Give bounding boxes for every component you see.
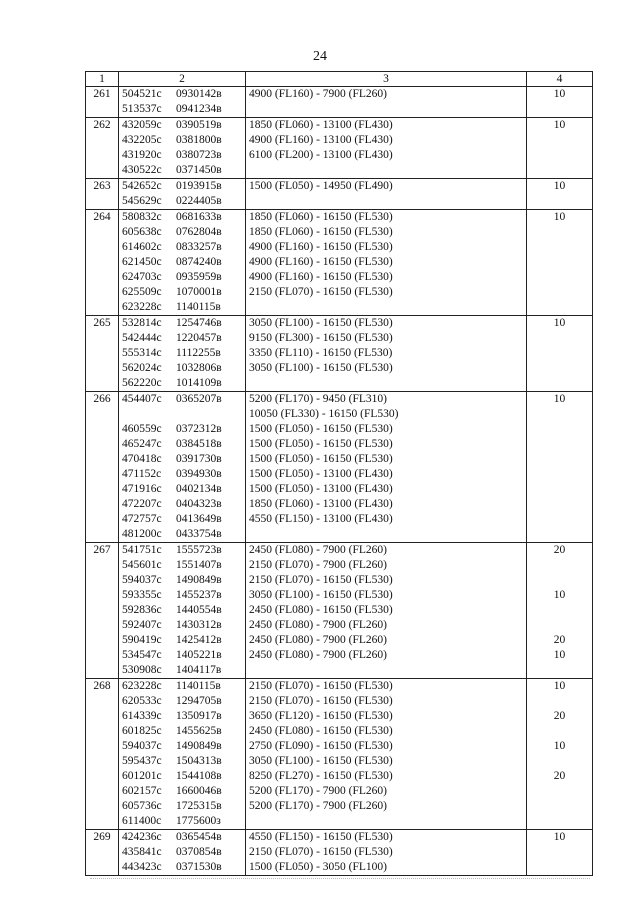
row-number: 261: [86, 87, 119, 118]
longitude: 0365454в: [176, 831, 222, 843]
altitude-range: 2150 (FL070) - 16150 (FL530): [249, 846, 393, 858]
longitude: 0433754в: [176, 528, 222, 540]
altitude-range: 9150 (FL300) - 16150 (FL530): [249, 332, 393, 344]
altitude-range: 6100 (FL200) - 13100 (FL430): [249, 149, 393, 161]
value: 10: [553, 211, 566, 223]
latitude: 601201c: [122, 770, 162, 782]
table-row: [86, 392, 593, 543]
altitude-range-cell: [246, 543, 527, 679]
coordinate-line: [122, 437, 242, 452]
coordinate-line: [122, 784, 242, 799]
value: [530, 618, 589, 633]
coordinate-line: [122, 739, 242, 754]
latitude: 513537c: [122, 103, 162, 115]
longitude: 1140115в: [176, 680, 221, 692]
longitude: 1430312в: [176, 619, 222, 631]
longitude: 1032806в: [176, 362, 222, 374]
value-cell: [527, 679, 593, 830]
latitude: 594037c: [122, 574, 162, 586]
longitude: 0384518в: [176, 438, 222, 450]
latitude: 601825c: [122, 725, 162, 737]
value-cell: [527, 179, 593, 210]
coordinate-line: [122, 300, 242, 315]
value-cell: [527, 316, 593, 392]
coordinate-line: [122, 102, 242, 117]
longitude: 1350917в: [176, 710, 222, 722]
altitude-range: 2450 (FL080) - 16150 (FL530): [249, 604, 393, 616]
coordinate-line: [122, 179, 242, 194]
longitude: 1220457в: [176, 332, 222, 344]
longitude: 0193915в: [176, 180, 222, 192]
longitude: 0370854в: [176, 846, 222, 858]
row-number: 264: [86, 210, 119, 316]
longitude: 1555723в: [176, 544, 222, 556]
value: 20: [553, 770, 566, 782]
coordinate-line: [122, 255, 242, 270]
altitude-range: 2450 (FL080) - 7900 (FL260): [249, 544, 387, 556]
latitude: 602157c: [122, 785, 162, 797]
longitude: 1775600з: [176, 815, 221, 827]
table-row: [86, 179, 593, 210]
longitude: 0391730в: [176, 453, 222, 465]
altitude-range: 4900 (FL160) - 7900 (FL260): [249, 88, 387, 100]
longitude: 0404323в: [176, 498, 222, 510]
latitude: 424236c: [122, 831, 162, 843]
row-number: 269: [86, 830, 119, 876]
coordinates-cell: [119, 179, 246, 210]
latitude: 472207c: [122, 498, 162, 510]
altitude-range: 3050 (FL100) - 16150 (FL530): [249, 317, 393, 329]
altitude-range-cell: [246, 830, 527, 876]
table-row: [86, 543, 593, 679]
row-number: 267: [86, 543, 119, 679]
latitude: 534547c: [122, 649, 162, 661]
coordinate-line: [122, 679, 242, 694]
longitude: 1425412в: [176, 634, 222, 646]
longitude: 1455625в: [176, 725, 222, 737]
longitude: 1405221в: [176, 649, 222, 661]
longitude: 0930142в: [176, 88, 222, 100]
latitude: 472757c: [122, 513, 162, 525]
latitude: 545601c: [122, 559, 162, 571]
value-cell: [527, 118, 593, 179]
coordinate-line: [122, 376, 242, 391]
coordinate-line: [122, 285, 242, 300]
latitude: 592836c: [122, 604, 162, 616]
row-number: 262: [86, 118, 119, 179]
altitude-range: 1500 (FL050) - 13100 (FL430): [249, 483, 393, 495]
coordinate-line: [122, 663, 242, 678]
value-cell: [527, 210, 593, 316]
coordinate-line: [122, 482, 242, 497]
latitude: 621450c: [122, 256, 162, 268]
latitude: 592407c: [122, 619, 162, 631]
altitude-range: 10050 (FL330) - 16150 (FL530): [249, 408, 399, 420]
longitude: 1490849в: [176, 574, 222, 586]
coordinates-cell: [119, 118, 246, 179]
value: [530, 754, 589, 769]
coordinate-line: [122, 814, 242, 829]
coordinates-cell: [119, 679, 246, 830]
coordinate-line: [122, 603, 242, 618]
longitude: 0935959в: [176, 271, 222, 283]
longitude: 0874240в: [176, 256, 222, 268]
longitude: 1440554в: [176, 604, 222, 616]
coordinate-line: [122, 422, 242, 437]
latitude: 471916c: [122, 483, 162, 495]
value: 10: [553, 119, 566, 131]
latitude: 595437c: [122, 755, 162, 767]
header-col-2: 2: [119, 72, 246, 87]
latitude: 454407c: [122, 393, 162, 405]
table-row: [86, 118, 593, 179]
header-col-4: 4: [527, 72, 593, 87]
coordinate-line: [122, 331, 242, 346]
coordinates-cell: [119, 392, 246, 543]
latitude: 620533c: [122, 695, 162, 707]
latitude: 625509c: [122, 286, 162, 298]
altitude-range: 2450 (FL080) - 7900 (FL260): [249, 649, 387, 661]
altitude-range: 4900 (FL160) - 16150 (FL530): [249, 241, 393, 253]
value: [530, 558, 589, 573]
latitude: 435841c: [122, 846, 162, 858]
longitude: 1404117в: [176, 664, 222, 676]
scan-edge-line: [90, 878, 590, 880]
coordinate-line: [122, 452, 242, 467]
longitude: 0381800в: [176, 134, 222, 146]
altitude-range: 1500 (FL050) - 13100 (FL430): [249, 468, 393, 480]
value: 10: [553, 589, 566, 601]
latitude: 460559c: [122, 423, 162, 435]
latitude: 593355c: [122, 589, 162, 601]
value: 10: [553, 180, 566, 192]
coordinate-line: [122, 225, 242, 240]
table-row: [86, 210, 593, 316]
value: [530, 603, 589, 618]
latitude: 545629c: [122, 195, 162, 207]
longitude: 0402134в: [176, 483, 222, 495]
altitude-range: 3350 (FL110) - 16150 (FL530): [249, 347, 393, 359]
latitude: 431920c: [122, 149, 162, 161]
row-number: 268: [86, 679, 119, 830]
value-cell: [527, 392, 593, 543]
altitude-range: 2150 (FL070) - 7900 (FL260): [249, 559, 387, 571]
latitude: 443423c: [122, 861, 162, 873]
longitude: 0413649в: [176, 513, 222, 525]
altitude-range: 2450 (FL080) - 16150 (FL530): [249, 725, 393, 737]
altitude-range: 2150 (FL070) - 16150 (FL530): [249, 695, 393, 707]
coordinate-line: [122, 240, 242, 255]
latitude: 611400c: [122, 815, 162, 827]
header-col-1: 1: [86, 72, 119, 87]
longitude: 1455237в: [176, 589, 222, 601]
coordinate-line: [122, 588, 242, 603]
coordinate-line: [122, 724, 242, 739]
altitude-range: 5200 (FL170) - 7900 (FL260): [249, 785, 387, 797]
table-header: [86, 72, 593, 87]
value: 10: [553, 831, 566, 843]
latitude: 623228c: [122, 301, 162, 313]
row-number: 266: [86, 392, 119, 543]
coordinate-line: [122, 694, 242, 709]
altitude-range: 1850 (FL060) - 13100 (FL430): [249, 498, 393, 510]
table-body: [86, 87, 593, 876]
latitude: 590419c: [122, 634, 162, 646]
longitude: 0762804в: [176, 226, 222, 238]
header-row: [86, 72, 593, 87]
latitude: 481200c: [122, 528, 162, 540]
altitude-range: 2450 (FL080) - 7900 (FL260): [249, 634, 387, 646]
coordinate-line: [122, 633, 242, 648]
value-cell: [527, 830, 593, 876]
coordinate-line: [122, 830, 242, 845]
coordinate-line: [122, 194, 242, 209]
altitude-range: 4900 (FL160) - 13100 (FL430): [249, 134, 393, 146]
coordinates-cell: [119, 87, 246, 118]
coordinates-cell: [119, 316, 246, 392]
coordinate-line: [122, 87, 242, 102]
coordinate-line: [122, 133, 242, 148]
value: 20: [553, 634, 566, 646]
altitude-range: 2150 (FL070) - 16150 (FL530): [249, 680, 393, 692]
altitude-range: 4900 (FL160) - 16150 (FL530): [249, 256, 393, 268]
coordinate-line: [122, 361, 242, 376]
latitude: 555314c: [122, 347, 162, 359]
latitude: 562024c: [122, 362, 162, 374]
page-number: 24: [313, 49, 327, 64]
longitude: 1551407в: [176, 559, 222, 571]
coordinate-line: [122, 618, 242, 633]
altitude-range-cell: [246, 392, 527, 543]
latitude: 614602c: [122, 241, 162, 253]
coordinate-line: [122, 754, 242, 769]
altitude-range-cell: [246, 118, 527, 179]
latitude: 471152c: [122, 468, 162, 480]
latitude: 542652c: [122, 180, 162, 192]
longitude: 0390519в: [176, 119, 222, 131]
row-number: 265: [86, 316, 119, 392]
latitude: 562220c: [122, 377, 162, 389]
altitude-range-cell: [246, 316, 527, 392]
latitude: 541751c: [122, 544, 162, 556]
coordinates-cell: [119, 830, 246, 876]
latitude: 605638c: [122, 226, 162, 238]
altitude-range-cell: [246, 179, 527, 210]
coordinates-cell: [119, 543, 246, 679]
altitude-range: 1500 (FL050) - 16150 (FL530): [249, 423, 393, 435]
altitude-range: 5200 (FL170) - 7900 (FL260): [249, 800, 387, 812]
longitude: 0833257в: [176, 241, 222, 253]
value-cell: [527, 543, 593, 679]
longitude: 1725315в: [176, 800, 222, 812]
table-row: [86, 830, 593, 876]
longitude: 1544108в: [176, 770, 222, 782]
coordinate-line: [122, 467, 242, 482]
latitude: 605736c: [122, 800, 162, 812]
coordinate-line: [122, 407, 242, 422]
longitude: 1140115в: [176, 301, 221, 313]
coordinate-line: [122, 270, 242, 285]
latitude: 580832c: [122, 211, 162, 223]
altitude-range: 1500 (FL050) - 16150 (FL530): [249, 453, 393, 465]
latitude: 430522c: [122, 164, 162, 176]
altitude-range: 1500 (FL050) - 16150 (FL530): [249, 438, 393, 450]
coordinate-line: [122, 163, 242, 178]
longitude: 0941234в: [176, 103, 222, 115]
altitude-range: 2750 (FL090) - 16150 (FL530): [249, 740, 393, 752]
longitude: 0371450в: [176, 164, 222, 176]
longitude: 0394930в: [176, 468, 222, 480]
coordinate-line: [122, 799, 242, 814]
value-cell: [527, 87, 593, 118]
longitude: 1490849в: [176, 740, 222, 752]
altitude-range: 2450 (FL080) - 7900 (FL260): [249, 619, 387, 631]
value: [530, 573, 589, 588]
table-row: [86, 316, 593, 392]
row-number: 263: [86, 179, 119, 210]
coordinate-line: [122, 573, 242, 588]
longitude: 1504313в: [176, 755, 222, 767]
value: [530, 694, 589, 709]
airway-table: [85, 71, 593, 876]
altitude-range-cell: [246, 87, 527, 118]
latitude: 465247c: [122, 438, 162, 450]
altitude-range: 1850 (FL060) - 16150 (FL530): [249, 211, 393, 223]
latitude: 530908c: [122, 664, 162, 676]
longitude: 0224405в: [176, 195, 222, 207]
altitude-range: 4550 (FL150) - 13100 (FL430): [249, 513, 393, 525]
coordinate-line: [122, 392, 242, 407]
coordinate-line: [122, 845, 242, 860]
coordinates-cell: [119, 210, 246, 316]
coordinate-line: [122, 148, 242, 163]
altitude-range: 8250 (FL270) - 16150 (FL530): [249, 770, 393, 782]
altitude-range: 2150 (FL070) - 16150 (FL530): [249, 286, 393, 298]
value: 20: [553, 710, 566, 722]
latitude: 542444c: [122, 332, 162, 344]
altitude-range: 3050 (FL100) - 16150 (FL530): [249, 362, 393, 374]
altitude-range: 2150 (FL070) - 16150 (FL530): [249, 574, 393, 586]
latitude: 532814c: [122, 317, 162, 329]
latitude: 624703c: [122, 271, 162, 283]
longitude: 0371530в: [176, 861, 222, 873]
altitude-range: 5200 (FL170) - 9450 (FL310): [249, 393, 387, 405]
value: [530, 724, 589, 739]
coordinate-line: [122, 527, 242, 542]
longitude: 1660046в: [176, 785, 222, 797]
coordinate-line: [122, 648, 242, 663]
header-col-3: 3: [246, 72, 527, 87]
table-row: [86, 679, 593, 830]
coordinate-line: [122, 316, 242, 331]
value: 10: [553, 649, 566, 661]
coordinate-line: [122, 769, 242, 784]
altitude-range-cell: [246, 210, 527, 316]
longitude: 1112255в: [176, 347, 221, 359]
altitude-range: 1500 (FL050) - 14950 (FL490): [249, 180, 393, 192]
altitude-range: 3050 (FL100) - 16150 (FL530): [249, 755, 393, 767]
latitude: 504521c: [122, 88, 162, 100]
table-row: [86, 87, 593, 118]
latitude: 470418c: [122, 453, 162, 465]
coordinate-line: [122, 497, 242, 512]
coordinate-line: [122, 558, 242, 573]
coordinate-line: [122, 709, 242, 724]
value: 10: [553, 393, 566, 405]
longitude: 0681633в: [176, 211, 222, 223]
altitude-range-cell: [246, 679, 527, 830]
longitude: 0372312в: [176, 423, 222, 435]
value: 10: [553, 740, 566, 752]
altitude-range: 3050 (FL100) - 16150 (FL530): [249, 589, 393, 601]
coordinate-line: [122, 118, 242, 133]
longitude: 1014109в: [176, 377, 222, 389]
longitude: 0365207в: [176, 393, 222, 405]
value: 10: [553, 88, 566, 100]
altitude-range: 1850 (FL060) - 13100 (FL430): [249, 119, 393, 131]
value: 10: [553, 680, 566, 692]
altitude-range: 4550 (FL150) - 16150 (FL530): [249, 831, 393, 843]
latitude: 614339c: [122, 710, 162, 722]
latitude: 623228c: [122, 680, 162, 692]
coordinate-line: [122, 512, 242, 527]
latitude: 432059c: [122, 119, 162, 131]
longitude: 1294705в: [176, 695, 222, 707]
altitude-range: 3650 (FL120) - 16150 (FL530): [249, 710, 393, 722]
coordinate-line: [122, 543, 242, 558]
altitude-range: 1500 (FL050) - 3050 (FL100): [249, 861, 387, 873]
latitude: 594037c: [122, 740, 162, 752]
coordinate-line: [122, 210, 242, 225]
longitude: 1070001в: [176, 286, 222, 298]
coordinate-line: [122, 860, 242, 875]
coordinate-line: [122, 346, 242, 361]
latitude: 432205c: [122, 134, 162, 146]
altitude-range: 4900 (FL160) - 16150 (FL530): [249, 271, 393, 283]
value: 20: [553, 544, 566, 556]
value: 10: [553, 317, 566, 329]
longitude: 0380723в: [176, 149, 222, 161]
longitude: 1254746в: [176, 317, 222, 329]
altitude-range: 1850 (FL060) - 16150 (FL530): [249, 226, 393, 238]
